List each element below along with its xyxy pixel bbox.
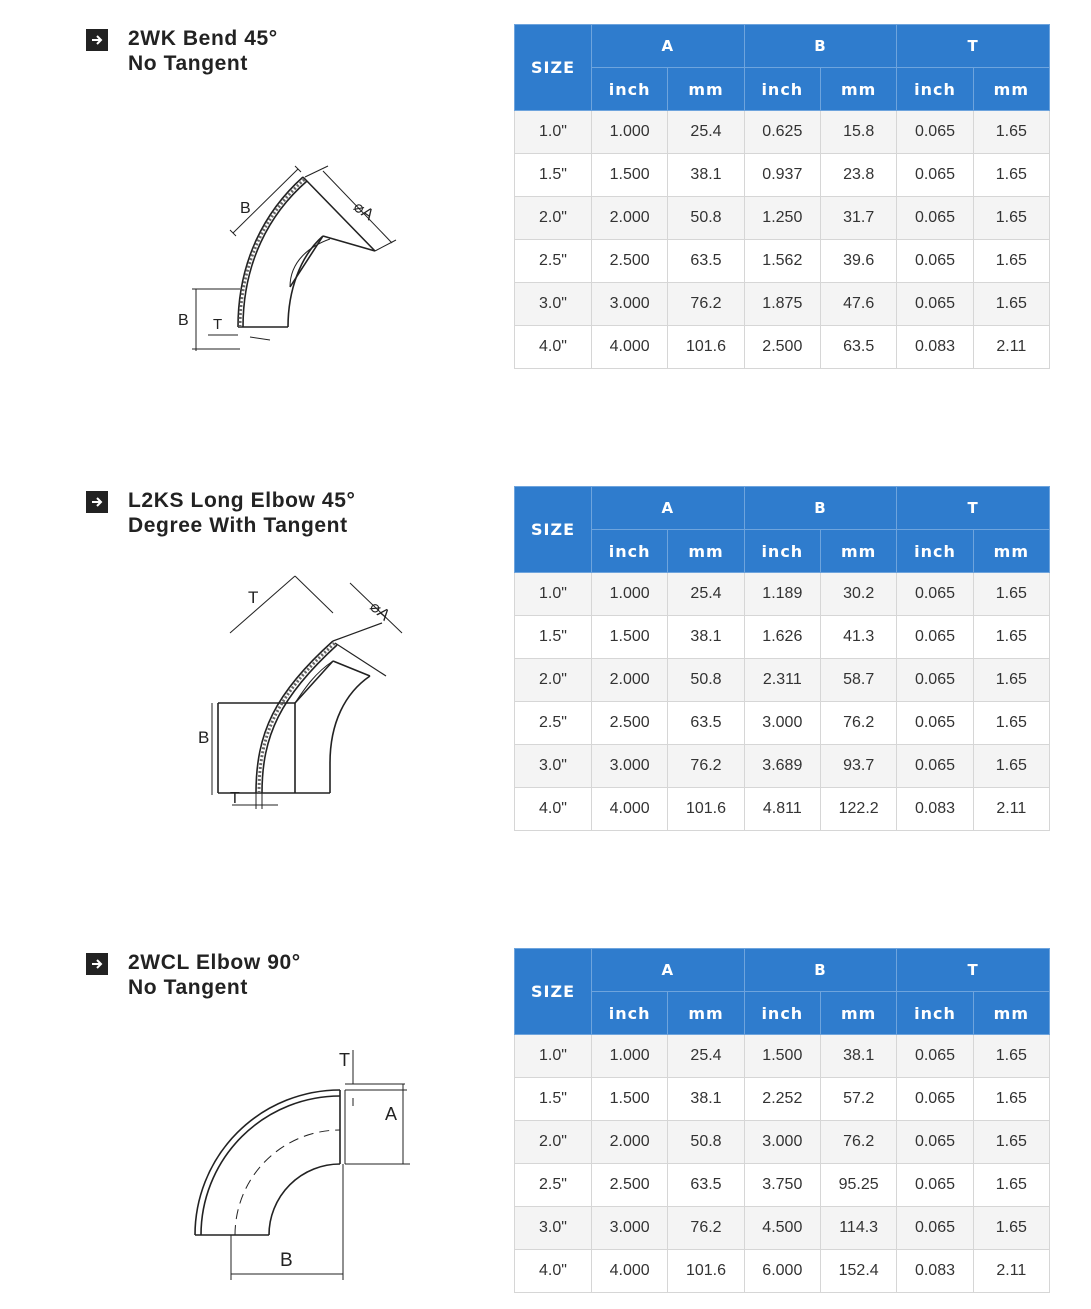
table-cell: 1.65 — [973, 154, 1049, 197]
table-cell: 1.0" — [515, 1035, 592, 1078]
table-cell: 1.65 — [973, 111, 1049, 154]
arrow-right-icon — [86, 29, 108, 51]
spec-table — [514, 948, 1050, 1293]
table-cell: 38.1 — [820, 1035, 896, 1078]
table-cell: 58.7 — [820, 659, 896, 702]
table-cell: 3.689 — [744, 745, 820, 788]
table-cell: 63.5 — [668, 702, 744, 745]
table-cell: 101.6 — [668, 326, 744, 369]
group-header-a: A — [592, 487, 745, 530]
table-cell: 101.6 — [668, 1250, 744, 1293]
group-header-t: T — [897, 487, 1050, 530]
unit-header: mm — [820, 530, 896, 573]
table-cell: 1.65 — [973, 1078, 1049, 1121]
size-header: SIZE — [515, 949, 592, 1035]
table-cell: 25.4 — [668, 1035, 744, 1078]
table-cell: 30.2 — [820, 573, 896, 616]
table-cell: 2.500 — [744, 326, 820, 369]
label-t: T — [213, 316, 223, 333]
table-cell: 0.083 — [897, 326, 973, 369]
table-cell: 50.8 — [668, 1121, 744, 1164]
table-cell: 0.065 — [897, 240, 973, 283]
table-cell: 0.065 — [897, 1035, 973, 1078]
table-cell: 6.000 — [744, 1250, 820, 1293]
table-cell: 3.000 — [592, 283, 668, 326]
table-row — [515, 573, 1050, 616]
unit-header: mm — [668, 530, 744, 573]
table-row — [515, 111, 1050, 154]
table-cell: 0.065 — [897, 1121, 973, 1164]
table-cell: 95.25 — [820, 1164, 896, 1207]
table-cell: 2.11 — [973, 788, 1049, 831]
table-cell: 4.0" — [515, 1250, 592, 1293]
unit-header: mm — [820, 68, 896, 111]
table-cell: 2.311 — [744, 659, 820, 702]
table-cell: 50.8 — [668, 659, 744, 702]
table-cell: 1.000 — [592, 573, 668, 616]
table-cell: 0.065 — [897, 154, 973, 197]
table-cell: 0.083 — [897, 1250, 973, 1293]
group-header-b: B — [744, 949, 897, 992]
table-cell: 0.065 — [897, 1078, 973, 1121]
table-cell: 1.000 — [592, 111, 668, 154]
label-b-side: B — [178, 312, 189, 329]
table-cell: 122.2 — [820, 788, 896, 831]
product-title — [86, 950, 301, 1000]
table-cell: 0.065 — [897, 1164, 973, 1207]
table-cell: 3.0" — [515, 283, 592, 326]
bend-45-diagram — [170, 141, 410, 351]
table-cell: 4.000 — [592, 788, 668, 831]
unit-header: inch — [592, 68, 668, 111]
arrow-right-icon — [86, 953, 108, 975]
table-cell: 76.2 — [820, 702, 896, 745]
table-row — [515, 1035, 1050, 1078]
unit-header: inch — [744, 992, 820, 1035]
unit-header: inch — [592, 992, 668, 1035]
table-cell: 0.065 — [897, 197, 973, 240]
table-cell: 0.083 — [897, 788, 973, 831]
table-cell: 1.65 — [973, 659, 1049, 702]
table-cell: 1.500 — [744, 1035, 820, 1078]
table-cell: 25.4 — [668, 111, 744, 154]
table-cell: 3.000 — [744, 702, 820, 745]
table-cell: 1.65 — [973, 702, 1049, 745]
table-cell: 0.065 — [897, 283, 973, 326]
label-b: B — [198, 728, 210, 747]
product-title-line2: Degree With Tangent — [128, 514, 348, 537]
table-cell: 4.811 — [744, 788, 820, 831]
table-cell: 0.065 — [897, 659, 973, 702]
table-cell: 1.0" — [515, 111, 592, 154]
label-t-top: T — [248, 588, 259, 607]
table-cell: 4.000 — [592, 326, 668, 369]
table-cell: 38.1 — [668, 616, 744, 659]
table-cell: 2.500 — [592, 1164, 668, 1207]
group-header-b: B — [744, 25, 897, 68]
table-cell: 47.6 — [820, 283, 896, 326]
table-cell: 4.0" — [515, 326, 592, 369]
table-row — [515, 745, 1050, 788]
product-title-line1: 2WCL Elbow 90° — [128, 951, 301, 974]
table-cell: 38.1 — [668, 154, 744, 197]
group-header-b: B — [744, 487, 897, 530]
table-cell: 1.500 — [592, 616, 668, 659]
table-cell: 2.5" — [515, 702, 592, 745]
table-cell: 4.500 — [744, 1207, 820, 1250]
product-title-line2: No Tangent — [128, 976, 248, 999]
table-cell: 2.11 — [973, 1250, 1049, 1293]
unit-header: inch — [897, 68, 973, 111]
table-cell: 63.5 — [820, 326, 896, 369]
table-row — [515, 1207, 1050, 1250]
table-cell: 0.065 — [897, 616, 973, 659]
table-cell: 1.562 — [744, 240, 820, 283]
unit-header: inch — [592, 530, 668, 573]
table-cell: 2.0" — [515, 197, 592, 240]
table-cell: 114.3 — [820, 1207, 896, 1250]
table-row — [515, 197, 1050, 240]
table-cell: 1.65 — [973, 240, 1049, 283]
product-title-line1: L2KS Long Elbow 45° — [128, 489, 356, 512]
table-row — [515, 1078, 1050, 1121]
table-row — [515, 240, 1050, 283]
product-title — [86, 488, 355, 538]
table-cell: 1.875 — [744, 283, 820, 326]
table-cell: 2.252 — [744, 1078, 820, 1121]
table-row — [515, 326, 1050, 369]
table-cell: 0.065 — [897, 111, 973, 154]
table-cell: 0.065 — [897, 1207, 973, 1250]
table-cell: 2.000 — [592, 197, 668, 240]
table-row — [515, 1164, 1050, 1207]
table-cell: 3.750 — [744, 1164, 820, 1207]
table-cell: 4.0" — [515, 788, 592, 831]
table-cell: 1.5" — [515, 154, 592, 197]
unit-header: inch — [744, 530, 820, 573]
table-row — [515, 283, 1050, 326]
table-cell: 63.5 — [668, 1164, 744, 1207]
label-b-top: B — [240, 200, 251, 217]
table-cell: 0.065 — [897, 702, 973, 745]
table-cell: 15.8 — [820, 111, 896, 154]
table-cell: 63.5 — [668, 240, 744, 283]
spec-table — [514, 486, 1050, 831]
unit-header: mm — [973, 992, 1049, 1035]
table-cell: 1.65 — [973, 283, 1049, 326]
table-cell: 38.1 — [668, 1078, 744, 1121]
unit-header: inch — [897, 992, 973, 1035]
unit-header: mm — [668, 68, 744, 111]
table-cell: 1.626 — [744, 616, 820, 659]
label-a: ⌀A — [366, 598, 393, 625]
table-cell: 2.5" — [515, 240, 592, 283]
label-a: ⌀A — [350, 198, 377, 224]
table-cell: 1.65 — [973, 1207, 1049, 1250]
table-cell: 1.65 — [973, 616, 1049, 659]
elbow-90-diagram — [185, 1040, 425, 1280]
table-cell: 2.500 — [592, 702, 668, 745]
group-header-a: A — [592, 25, 745, 68]
table-cell: 93.7 — [820, 745, 896, 788]
table-cell: 3.000 — [592, 745, 668, 788]
group-header-t: T — [897, 25, 1050, 68]
product-title-line1: 2WK Bend 45° — [128, 27, 278, 50]
table-cell: 0.065 — [897, 573, 973, 616]
table-cell: 25.4 — [668, 573, 744, 616]
unit-header: mm — [973, 68, 1049, 111]
label-t: T — [339, 1050, 350, 1070]
table-row — [515, 659, 1050, 702]
table-cell: 41.3 — [820, 616, 896, 659]
table-row — [515, 616, 1050, 659]
unit-header: mm — [820, 992, 896, 1035]
table-cell: 57.2 — [820, 1078, 896, 1121]
table-cell: 2.5" — [515, 1164, 592, 1207]
table-cell: 2.000 — [592, 1121, 668, 1164]
table-cell: 1.65 — [973, 1164, 1049, 1207]
table-cell: 3.0" — [515, 745, 592, 788]
long-elbow-45-diagram — [190, 573, 420, 818]
table-cell: 1.65 — [973, 197, 1049, 240]
table-cell: 2.0" — [515, 659, 592, 702]
table-row — [515, 154, 1050, 197]
table-cell: 0.625 — [744, 111, 820, 154]
table-cell: 1.000 — [592, 1035, 668, 1078]
table-cell: 23.8 — [820, 154, 896, 197]
table-cell: 50.8 — [668, 197, 744, 240]
table-cell: 0.065 — [897, 745, 973, 788]
table-cell: 1.250 — [744, 197, 820, 240]
table-cell: 0.937 — [744, 154, 820, 197]
unit-header: mm — [973, 530, 1049, 573]
table-cell: 3.000 — [592, 1207, 668, 1250]
table-cell: 1.0" — [515, 573, 592, 616]
table-cell: 101.6 — [668, 788, 744, 831]
group-header-a: A — [592, 949, 745, 992]
table-row — [515, 788, 1050, 831]
table-cell: 1.189 — [744, 573, 820, 616]
label-t-bottom: T — [230, 790, 240, 807]
table-cell: 1.65 — [973, 745, 1049, 788]
table-cell: 1.65 — [973, 1121, 1049, 1164]
table-cell: 31.7 — [820, 197, 896, 240]
unit-header: mm — [668, 992, 744, 1035]
size-header: SIZE — [515, 487, 592, 573]
table-cell: 1.500 — [592, 154, 668, 197]
size-header: SIZE — [515, 25, 592, 111]
table-cell: 152.4 — [820, 1250, 896, 1293]
table-cell: 1.5" — [515, 1078, 592, 1121]
arrow-right-icon — [86, 491, 108, 513]
table-cell: 2.0" — [515, 1121, 592, 1164]
group-header-t: T — [897, 949, 1050, 992]
table-cell: 1.65 — [973, 1035, 1049, 1078]
table-cell: 2.500 — [592, 240, 668, 283]
label-b: B — [280, 1250, 293, 1271]
product-title-line2: No Tangent — [128, 52, 248, 75]
table-row — [515, 1121, 1050, 1164]
table-cell: 1.500 — [592, 1078, 668, 1121]
table-cell: 2.000 — [592, 659, 668, 702]
unit-header: inch — [897, 530, 973, 573]
table-row — [515, 702, 1050, 745]
unit-header: inch — [744, 68, 820, 111]
table-cell: 1.65 — [973, 573, 1049, 616]
product-title — [86, 26, 278, 76]
table-cell: 76.2 — [668, 283, 744, 326]
spec-table — [514, 24, 1050, 369]
table-cell: 1.5" — [515, 616, 592, 659]
table-row — [515, 1250, 1050, 1293]
table-cell: 76.2 — [668, 1207, 744, 1250]
label-a: A — [385, 1104, 398, 1124]
table-cell: 76.2 — [820, 1121, 896, 1164]
table-cell: 2.11 — [973, 326, 1049, 369]
table-cell: 3.000 — [744, 1121, 820, 1164]
table-cell: 3.0" — [515, 1207, 592, 1250]
table-cell: 39.6 — [820, 240, 896, 283]
table-cell: 76.2 — [668, 745, 744, 788]
table-cell: 4.000 — [592, 1250, 668, 1293]
